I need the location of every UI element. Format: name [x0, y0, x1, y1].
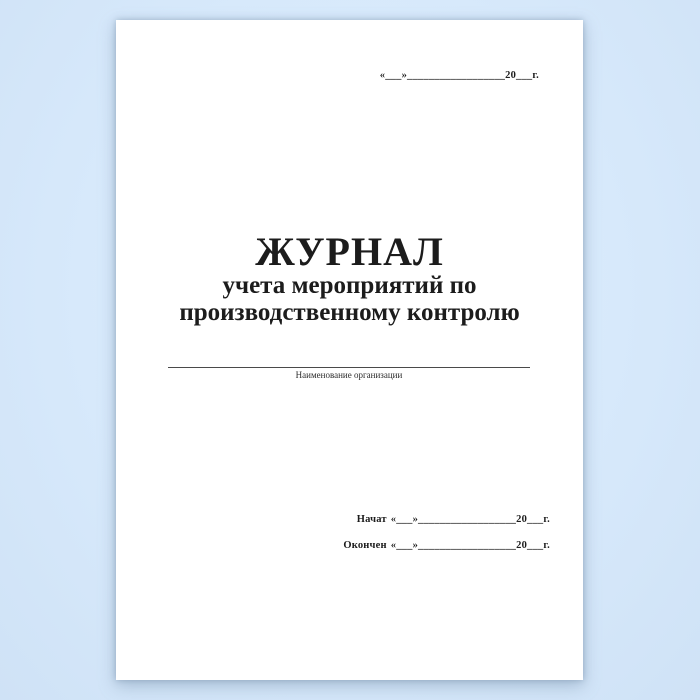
subtitle-line-1: учета мероприятий по [222, 272, 477, 299]
journal-subtitle [116, 272, 583, 326]
finished-fill-line: «___»__________________20___г. [390, 540, 550, 551]
subtitle-line-2: производственному контролю [179, 299, 520, 326]
started-row [343, 513, 550, 526]
organization-fill-line [168, 367, 530, 368]
start-end-dates-block [343, 513, 550, 552]
started-fill-line: «___»__________________20___г. [390, 514, 550, 525]
journal-cover-page [116, 20, 583, 680]
organization-caption: Наименование организации [295, 370, 403, 380]
top-date-line: «___»__________________20___г. [379, 70, 539, 81]
title-block [116, 230, 583, 274]
journal-title: ЖУРНАЛ [255, 229, 444, 274]
organization-block [168, 367, 530, 381]
finished-label: Окончен [343, 540, 387, 551]
finished-row [343, 539, 550, 552]
started-label: Начат [356, 514, 387, 525]
